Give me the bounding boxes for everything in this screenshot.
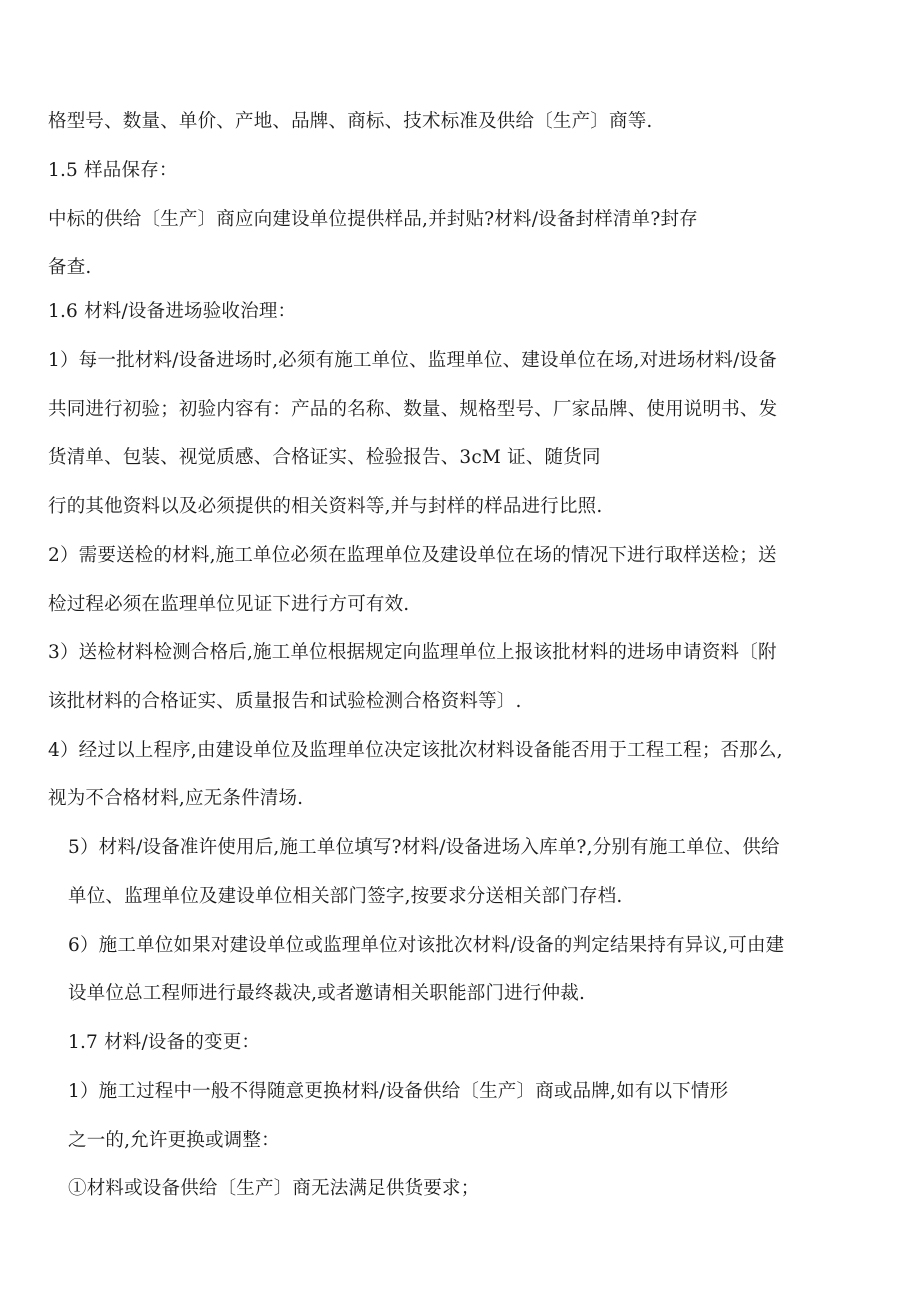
body-text-line: 检过程必须在监理单位见证下进行方可有效. (48, 594, 410, 615)
section-heading-1-7: 1.7 材料/设备的变更： (68, 1032, 261, 1053)
body-text-line: 该批材料的合格证实、质量报告和试验检测合格资料等〕. (48, 691, 522, 712)
section-heading-1-5: 1.5 样品保存： (48, 160, 178, 181)
list-item-5: 5）材料/设备准许使用后,施工单位填写?材料/设备进场入库单?,分别有施工单位、供给 (68, 837, 780, 858)
list-item-2: 2）需要送检的材料,施工单位必须在监理单位及建设单位在场的情况下进行取样送检；送 (48, 545, 777, 566)
body-text-line: 视为不合格材料,应无条件清场. (48, 788, 304, 809)
list-item-1: 1）施工过程中一般不得随意更换材料/设备供给〔生产〕商或品牌,如有以下情形 (68, 1081, 729, 1102)
body-text-line: 行的其他资料以及必须提供的相关资料等,并与封样的样品进行比照. (48, 496, 603, 517)
body-text-line: 共同进行初验；初验内容有：产品的名称、数量、规格型号、厂家品牌、使用说明书、发 (48, 399, 778, 420)
body-text-line: 备查. (48, 257, 92, 278)
body-text-line: 单位、监理单位及建设单位相关部门签字,按要求分送相关部门存档. (68, 886, 623, 907)
body-text-line: 格型号、数量、单价、产地、品牌、商标、技术标准及供给〔生产〕商等. (48, 111, 653, 132)
body-text-line: 之一的,允许更换或调整： (68, 1130, 280, 1151)
list-item-4: 4）经过以上程序,由建设单位及监理单位决定该批次材料设备能否用于工程工程；否那么, (48, 740, 783, 761)
list-item-circled-1: ①材料或设备供给〔生产〕商无法满足供货要求； (68, 1178, 480, 1199)
list-item-1: 1）每一批材料/设备进场时,必须有施工单位、监理单位、建设单位在场,对进场材料/设备 (48, 350, 777, 371)
body-text-line: 设单位总工程师进行最终裁决,或者邀请相关职能部门进行仲裁. (68, 983, 586, 1004)
list-item-6: 6）施工单位如果对建设单位或监理单位对该批次材料/设备的判定结果持有异议,可由建 (68, 935, 785, 956)
body-text-line: 货清单、包装、视觉质感、合格证实、检验报告、3cM 证、随货同 (48, 447, 601, 468)
body-text-line: 中标的供给〔生产〕商应向建设单位提供样品,并封贴?材料/设备封样清单?封存 (48, 209, 698, 230)
list-item-3: 3）送检材料检测合格后,施工单位根据规定向监理单位上报该批材料的进场申请资料〔附 (48, 642, 777, 663)
section-heading-1-6: 1.6 材料/设备进场验收治理： (48, 301, 297, 322)
